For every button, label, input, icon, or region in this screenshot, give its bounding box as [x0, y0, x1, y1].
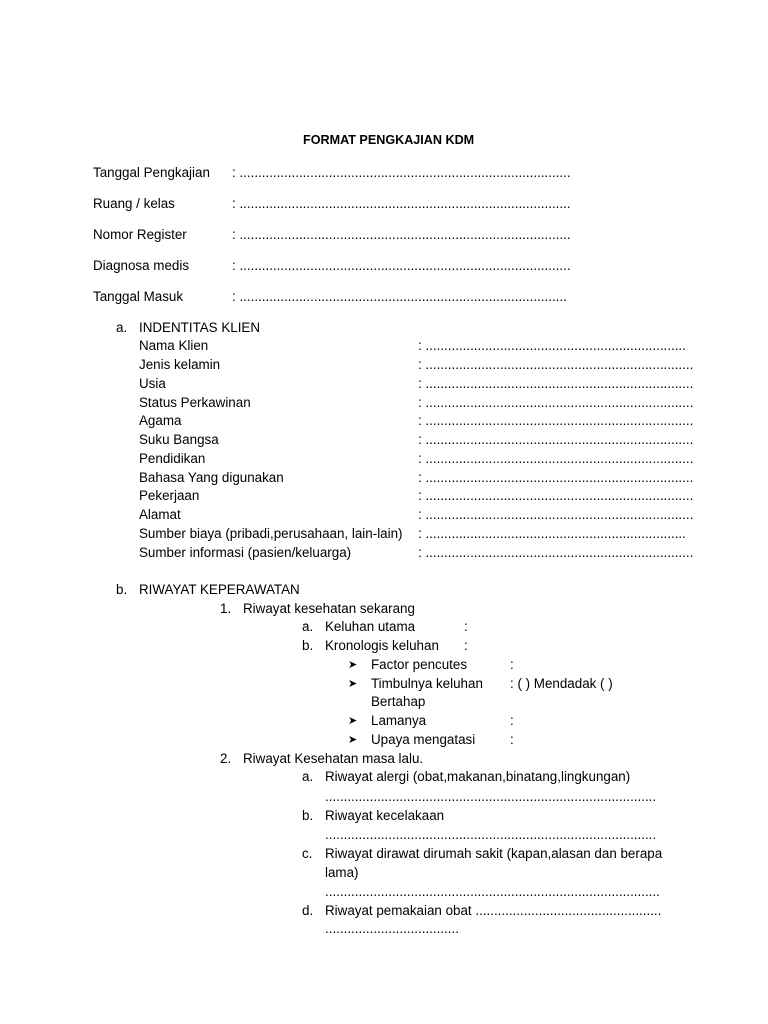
item-number: 1. [220, 601, 232, 616]
page-title: FORMAT PENGKAJIAN KDM [303, 133, 475, 147]
row-value: : ........................................................................ [418, 545, 694, 560]
sub-dots: .................................... [325, 921, 459, 936]
section-heading: INDENTITAS KLIEN [139, 320, 261, 335]
arrowhead-bullet-icon: ➤ [348, 678, 358, 690]
bullet-colon: : [510, 713, 514, 728]
field-label: Diagnosa medis [93, 258, 190, 273]
bullet-text: Upaya mengatasi [371, 732, 476, 747]
bullet-text: Timbulnya keluhan [371, 676, 483, 691]
field-label: Ruang / kelas [93, 196, 175, 211]
arrowhead-bullet-icon: ➤ [348, 715, 358, 727]
bullet-colon: : [510, 657, 514, 672]
row-value: : ........................................................................ [418, 451, 694, 466]
bullet-text: Lamanya [371, 713, 427, 728]
bullet-continuation: Bertahap [371, 694, 426, 709]
row-label: Sumber informasi (pasien/keluarga) [139, 545, 352, 560]
row-label: Nama Klien [139, 338, 209, 353]
row-label: Alamat [139, 507, 181, 522]
sub-dots: ......................................................................................... [325, 827, 657, 842]
row-label: Sumber biaya (pribadi,perusahaan, lain-lain) [139, 526, 403, 541]
item-text: Riwayat kesehatan sekarang [243, 601, 415, 616]
row-value: : ...................................................................... [418, 526, 686, 541]
sub-colon: : [464, 619, 468, 634]
sub-text: Riwayat pemakaian obat .................................................. [325, 903, 662, 918]
row-value: : ........................................................................ [418, 395, 694, 410]
arrowhead-bullet-icon: ➤ [348, 734, 358, 746]
sub-text: Keluhan utama [325, 619, 416, 634]
row-label: Status Perkawinan [139, 395, 251, 410]
row-label: Pekerjaan [139, 488, 200, 503]
sub-text: Riwayat dirawat dirumah sakit (kapan,alasan dan berapa [325, 846, 663, 861]
field-value: : ......................................................................................... [232, 196, 571, 211]
arrowhead-bullet-icon: ➤ [348, 659, 358, 671]
section-marker: a. [116, 320, 128, 335]
sub-text: Riwayat kecelakaan [325, 808, 445, 823]
sub-dots: ......................................................................................... [325, 789, 657, 804]
field-label: Nomor Register [93, 227, 187, 242]
row-label: Agama [139, 413, 182, 428]
row-label: Suku Bangsa [139, 432, 219, 447]
field-label: Tanggal Masuk [93, 289, 184, 304]
item-number: 2. [220, 751, 232, 766]
field-value: : ........................................................................................ [232, 289, 567, 304]
row-value: : ........................................................................ [418, 470, 694, 485]
row-label: Jenis kelamin [139, 357, 221, 372]
row-label: Usia [139, 376, 166, 391]
sub-marker: b. [302, 808, 314, 823]
sub-marker: a. [302, 619, 314, 634]
row-value: : ........................................................................ [418, 376, 694, 391]
field-value: : ......................................................................................... [232, 258, 571, 273]
row-label: Pendidikan [139, 451, 206, 466]
field-value: : ......................................................................................... [232, 165, 571, 180]
row-value: : ...................................................................... [418, 338, 686, 353]
sub-text: Kronologis keluhan [325, 638, 439, 653]
field-label: Tanggal Pengkajian [93, 165, 210, 180]
row-value: : ........................................................................ [418, 432, 694, 447]
row-value: : ........................................................................ [418, 507, 694, 522]
bullet-colon: : [510, 732, 514, 747]
sub-marker: d. [302, 903, 314, 918]
section-marker: b. [116, 582, 128, 597]
row-value: : ........................................................................ [418, 413, 694, 428]
field-value: : ......................................................................................... [232, 227, 571, 242]
sub-marker: b. [302, 638, 314, 653]
sub-colon: : [464, 638, 468, 653]
sub-marker: a. [302, 769, 314, 784]
row-value: : ........................................................................ [418, 488, 694, 503]
row-value: : ........................................................................ [418, 357, 694, 372]
sub-dots: .......................................................................................... [325, 884, 660, 899]
bullet-colon: : ( ) Mendadak ( ) [510, 676, 613, 691]
row-label: Bahasa Yang digunakan [139, 470, 284, 485]
item-text: Riwayat Kesehatan masa lalu. [243, 751, 424, 766]
sub-text-continuation: lama) [325, 865, 359, 880]
sub-marker: c. [302, 846, 313, 861]
bullet-text: Factor pencutes [371, 657, 468, 672]
section-heading: RIWAYAT KEPERAWATAN [139, 582, 300, 597]
sub-text: Riwayat alergi (obat,makanan,binatang,lingkungan) [325, 769, 631, 784]
